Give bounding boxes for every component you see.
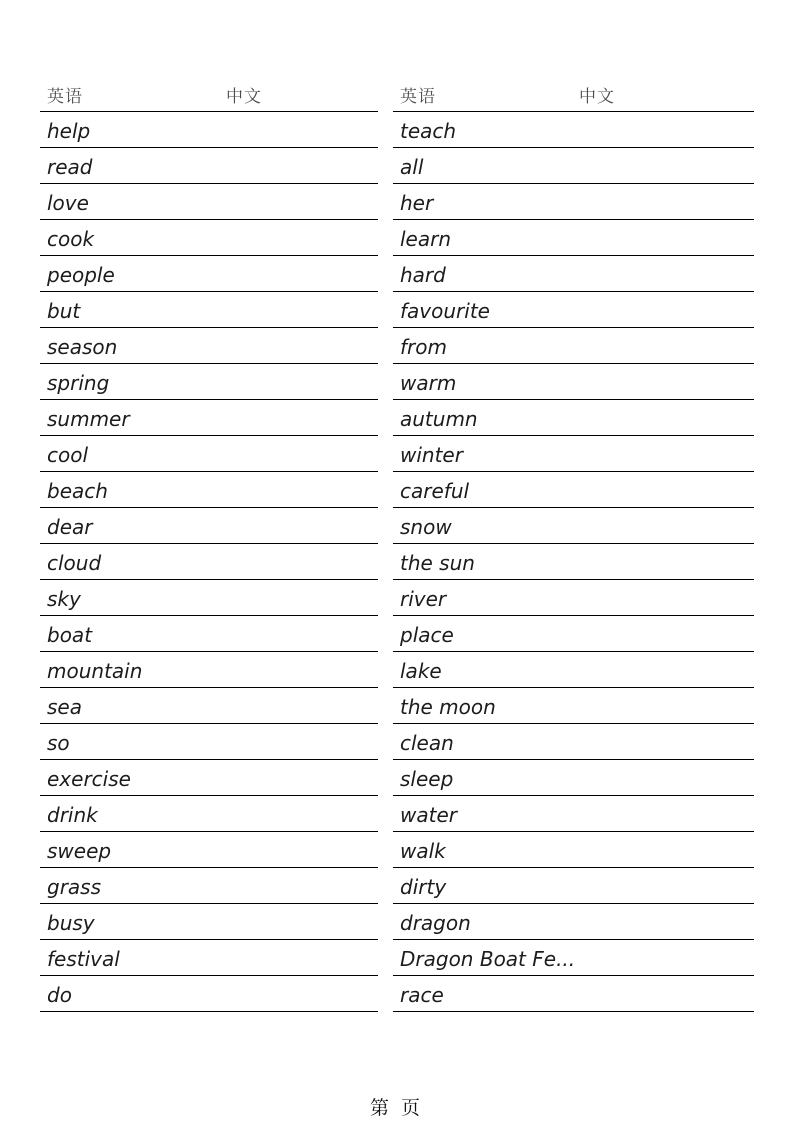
word-row [393,796,754,832]
word-row [393,580,754,616]
english-word: do [47,983,72,1007]
word-row [40,868,378,904]
english-word: place [400,623,454,647]
english-word: cook [47,227,95,251]
word-row [40,940,378,976]
english-word: exercise [47,767,131,791]
column-header-left [40,85,378,112]
word-row [393,688,754,724]
word-row [393,184,754,220]
header-english-label: 英语 [47,87,83,107]
word-row [393,220,754,256]
word-row [393,328,754,364]
english-word: sky [47,587,81,611]
word-row [40,904,378,940]
header-chinese-label: 中文 [579,87,615,107]
english-word: autumn [400,407,478,431]
word-row [393,364,754,400]
word-row [40,652,378,688]
english-word: race [400,983,444,1007]
english-word: the sun [400,551,475,575]
word-row [393,292,754,328]
english-word: cloud [47,551,102,575]
english-word: dragon [400,911,471,935]
word-row [40,292,378,328]
english-word: drink [47,803,98,827]
english-word: teach [400,119,457,143]
english-word: but [47,299,81,323]
english-word: Dragon Boat Fe... [400,947,576,971]
word-row [40,400,378,436]
english-word: sleep [400,767,454,791]
word-row [40,796,378,832]
word-row [393,616,754,652]
english-word: love [47,191,89,215]
word-row [393,904,754,940]
word-row [40,184,378,220]
word-row [40,256,378,292]
english-word: from [400,335,447,359]
word-row [393,832,754,868]
english-word: spring [47,371,110,395]
english-word: favourite [400,299,490,323]
word-row [40,688,378,724]
english-word: busy [47,911,95,935]
word-row [40,328,378,364]
english-word: dirty [400,875,447,899]
word-row [40,508,378,544]
word-row [393,652,754,688]
word-row [40,436,378,472]
page-footer: 第 页 [369,1097,424,1119]
word-rows-right [393,112,754,1012]
english-word: water [400,803,457,827]
english-word: dear [47,515,93,539]
header-english-label: 英语 [400,87,436,107]
word-row [40,220,378,256]
english-word: summer [47,407,130,431]
word-row [40,472,378,508]
word-row [393,976,754,1012]
word-row [393,940,754,976]
word-row [393,112,754,148]
word-row [40,976,378,1012]
english-word: hard [400,263,446,287]
english-word: mountain [47,659,143,683]
english-word: careful [400,479,470,503]
word-row [393,724,754,760]
word-rows-left [40,112,378,1012]
english-word: beach [47,479,108,503]
word-row [40,148,378,184]
english-word: festival [47,947,120,971]
english-word: read [47,155,93,179]
word-row [40,724,378,760]
word-row [393,508,754,544]
column-header-right [393,85,754,112]
word-row [40,760,378,796]
english-word: grass [47,875,102,899]
english-word: clean [400,731,454,755]
word-row [40,832,378,868]
english-word: warm [400,371,457,395]
word-row [393,472,754,508]
english-word: learn [400,227,452,251]
english-word: help [47,119,91,143]
word-row [393,544,754,580]
vocab-column-right [393,85,754,1012]
word-row [393,868,754,904]
word-row [393,400,754,436]
english-word: sea [47,695,82,719]
english-word: people [47,263,115,287]
english-word: the moon [400,695,496,719]
english-word: cool [47,443,89,467]
english-word: lake [400,659,442,683]
header-chinese-label: 中文 [226,87,262,107]
english-word: winter [400,443,463,467]
english-word: river [400,587,447,611]
english-word: her [400,191,434,215]
english-word: boat [47,623,93,647]
word-row [40,112,378,148]
english-word: walk [400,839,446,863]
english-word: all [400,155,424,179]
word-row [393,256,754,292]
word-row [40,544,378,580]
word-row [393,436,754,472]
english-word: snow [400,515,452,539]
vocab-column-left [40,85,378,1012]
word-row [393,148,754,184]
word-row [40,580,378,616]
word-row [40,616,378,652]
english-word: season [47,335,118,359]
vocab-table [40,85,754,1012]
word-row [40,364,378,400]
english-word: sweep [47,839,112,863]
english-word: so [47,731,70,755]
word-row [393,760,754,796]
